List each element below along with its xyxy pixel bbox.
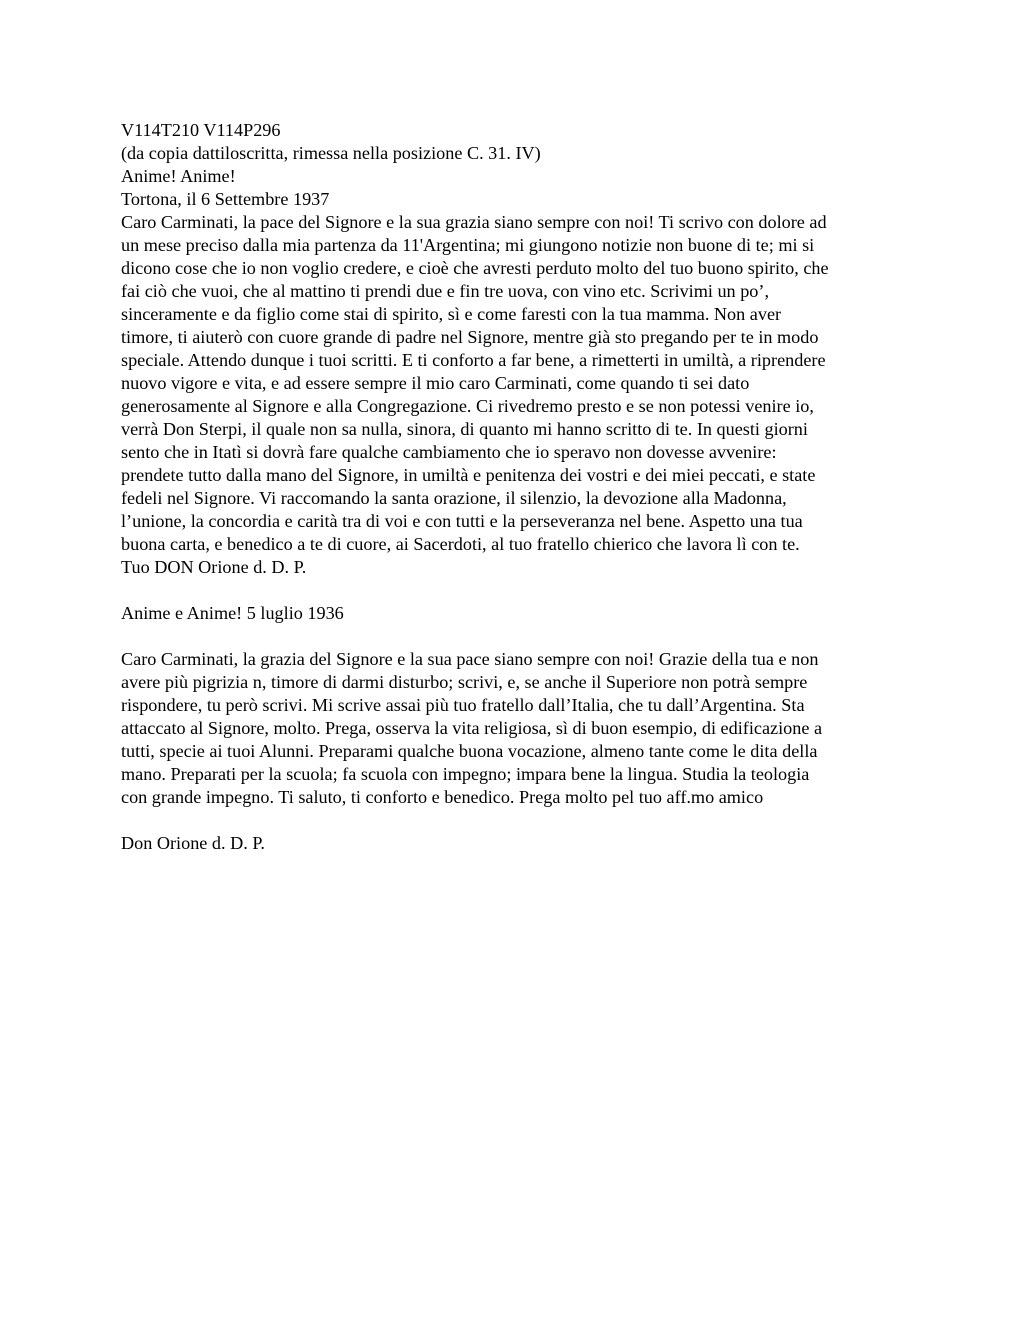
motto-heading: Anime! Anime! bbox=[121, 166, 236, 186]
paragraph-gap bbox=[121, 579, 911, 602]
letter-line: speciale. Attendo dunque i tuoi scritti. E ti conforto a far bene, a rimetterti in umiltà, a riprendere bbox=[121, 350, 826, 370]
letter-line: buona carta, e benedico a te di cuore, ai Sacerdoti, al tuo fratello chierico che lavora lì con te. bbox=[121, 534, 800, 554]
letter-line: sento che in Itatì si dovrà fare qualche cambiamento che io speravo non dovesse avvenire: bbox=[121, 442, 777, 462]
letter-line: generosamente al Signore e alla Congregazione. Ci rivedremo presto e se non potessi venire io, bbox=[121, 396, 814, 416]
letter-line: attaccato al Signore, molto. Prega, osserva la vita religiosa, sì di buon esempio, di edificazione a bbox=[121, 718, 823, 738]
letter-line: un mese preciso dalla mia partenza da 11'Argentina; mi giungono notizie non buone di te; mi si bbox=[121, 235, 815, 255]
letter-line: dicono cose che io non voglio credere, e cioè che avresti perduto molto del tuo buono spirito, che bbox=[121, 258, 829, 278]
letter-line: fedeli nel Signore. Vi raccomando la santa orazione, il silenzio, la devozione alla Madonna, bbox=[121, 488, 787, 508]
source-note: (da copia dattiloscritta, rimessa nella posizione C. 31. IV) bbox=[121, 143, 541, 163]
letter-line: l’unione, la concordia e carità tra di voi e con tutti e la perseveranza nel bene. Aspetto una tua bbox=[121, 511, 803, 531]
letter-line: timore, ti aiuterò con cuore grande di padre nel Signore, mentre già sto pregando per te in modo bbox=[121, 327, 819, 347]
reference-line: V114T210 V114P296 bbox=[121, 120, 281, 140]
letter-line: rispondere, tu però scrivi. Mi scrive assai più tuo fratello dall’Italia, che tu dall’Argentina. Sta bbox=[121, 695, 805, 715]
paragraph-gap bbox=[121, 625, 911, 648]
letter-signature: Tuo DON Orione d. D. P. bbox=[121, 557, 307, 577]
letter-line: prendete tutto dalla mano del Signore, in umiltà e penitenza dei vostri e dei miei peccati, e state bbox=[121, 465, 816, 485]
letter-line: Caro Carminati, la pace del Signore e la sua grazia siano sempre con noi! Ti scrivo con dolore ad bbox=[121, 212, 827, 232]
letter-1-body bbox=[121, 211, 911, 579]
letter-line: fai ciò che vuoi, che al mattino ti prendi due e fin tre uova, con vino etc. Scrivimi un po’, bbox=[121, 281, 769, 301]
letter-line: nuovo vigore e vita, e ad essere sempre il mio caro Carminati, come quando ti sei dato bbox=[121, 373, 750, 393]
letter-2-signature: Don Orione d. D. P. bbox=[121, 833, 265, 853]
letter-line: avere più pigrizia n, timore di darmi disturbo; scrivi, e, se anche il Superiore non potrà sempre bbox=[121, 672, 808, 692]
place-date: Tortona, il 6 Settembre 1937 bbox=[121, 189, 330, 209]
paragraph-gap bbox=[121, 809, 911, 832]
motto-date-heading: Anime e Anime! 5 luglio 1936 bbox=[121, 603, 344, 623]
letter-line: Caro Carminati, la grazia del Signore e la sua pace siano sempre con noi! Grazie della tua e non bbox=[121, 649, 819, 669]
document-page bbox=[121, 119, 911, 855]
letter-line: mano. Preparati per la scuola; fa scuola con impegno; impara bene la lingua. Studia la teologia bbox=[121, 764, 810, 784]
letter-line: con grande impegno. Ti saluto, ti conforto e benedico. Prega molto pel tuo aff.mo amico bbox=[121, 787, 764, 807]
letter-line: sinceramente e da figlio come stai di spirito, sì e come faresti con la tua mamma. Non aver bbox=[121, 304, 782, 324]
letter-line: tutti, specie ai tuoi Alunni. Preparami qualche buona vocazione, almeno tante come le dita della bbox=[121, 741, 818, 761]
letter-line: verrà Don Sterpi, il quale non sa nulla, sinora, di quanto mi hanno scritto di te. In questi giorni bbox=[121, 419, 808, 439]
letter-2-body bbox=[121, 648, 911, 809]
